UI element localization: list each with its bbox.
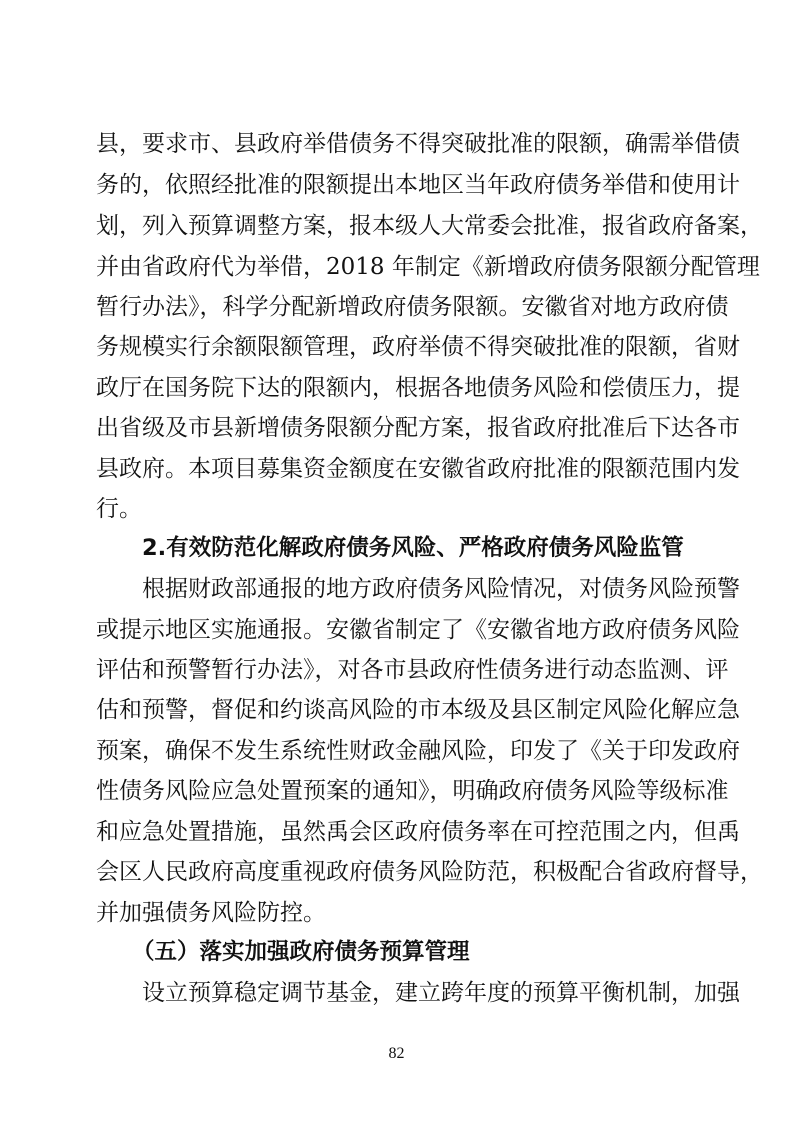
subsection-heading: （五）落实加强政府债务预算管理 bbox=[132, 939, 470, 965]
body-text-line: 估和预警，督促和约谈高风险的市本级及县区制定风险化解应急 bbox=[96, 697, 740, 723]
body-text-line: 性债务风险应急处置预案的通知》，明确政府债务风险等级标准 bbox=[96, 778, 729, 804]
body-text-line: 评估和预警暂行办法》，对各市县政府性债务进行动态监测、评 bbox=[96, 657, 729, 683]
body-text-line: 预案，确保不发生系统性财政金融风险，印发了《关于印发政府 bbox=[96, 738, 740, 764]
body-text-line: 划，列入预算调整方案，报本级人大常委会批准，报省政府备案， bbox=[96, 213, 763, 239]
body-text-line: 根据财政部通报的地方政府债务风险情况，对债务风险预警 bbox=[142, 576, 740, 602]
body-text-line: 和应急处置措施，虽然禹会区政府债务率在可控范围之内，但禹 bbox=[96, 819, 740, 845]
body-text-line: 并由省政府代为举借，2018 年制定《新增政府债务限额分配管理 bbox=[96, 254, 760, 280]
body-text-line: 会区人民政府高度重视政府债务风险防范，积极配合省政府督导， bbox=[96, 859, 763, 885]
body-text-line: 并加强债务风险防控。 bbox=[96, 900, 326, 926]
body-text-line: 出省级及市县新增债务限额分配方案，报省政府批准后下达各市 bbox=[96, 415, 740, 441]
body-text-line: 务规模实行余额限额管理，政府举债不得突破批准的限额，省财 bbox=[96, 334, 740, 360]
section-heading: 2.有效防范化解政府债务风险、严格政府债务风险监管 bbox=[142, 535, 684, 561]
body-text-line: 设立预算稳定调节基金，建立跨年度的预算平衡机制，加强 bbox=[142, 980, 740, 1006]
body-text-line: 务的，依照经批准的限额提出本地区当年政府债务举借和使用计 bbox=[96, 172, 740, 198]
body-text-line: 政厅在国务院下达的限额内，根据各地债务风险和偿债压力，提 bbox=[96, 375, 740, 401]
body-text-line: 暂行办法》，科学分配新增政府债务限额。安徽省对地方政府债 bbox=[96, 294, 729, 320]
body-text-line: 或提示地区实施通报。安徽省制定了《安徽省地方政府债务风险 bbox=[96, 617, 740, 643]
page-number: 82 bbox=[388, 1045, 405, 1062]
body-text-line: 行。 bbox=[96, 496, 142, 522]
body-text-line: 县，要求市、县政府举借债务不得突破批准的限额，确需举借债 bbox=[96, 131, 740, 157]
body-text-line: 县政府。本项目募集资金额度在安徽省政府批准的限额范围内发 bbox=[96, 456, 740, 482]
